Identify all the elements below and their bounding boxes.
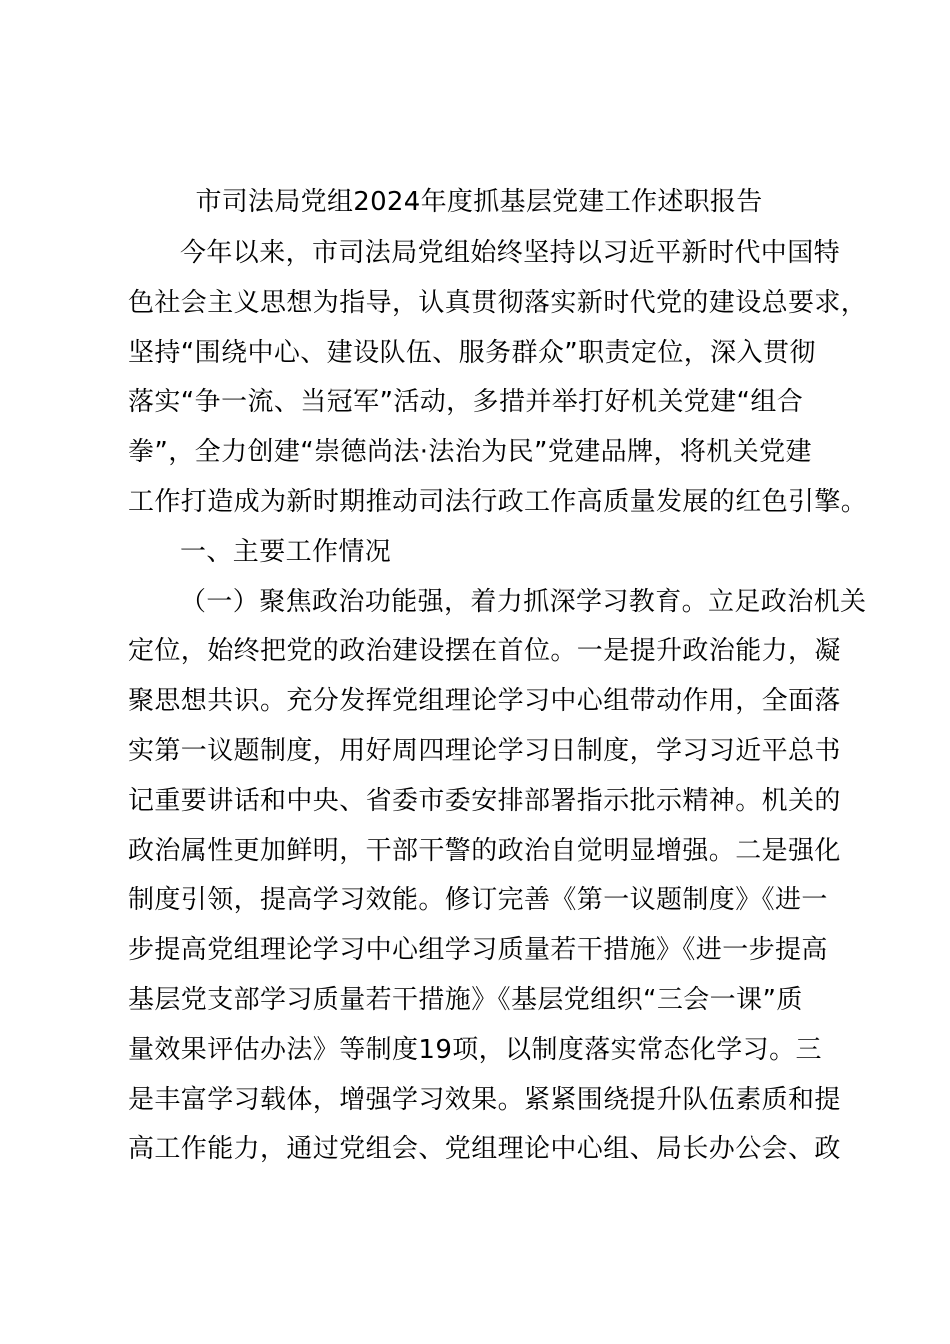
paragraph-line: 步提高党组理论学习中心组学习质量若干措施》《进一步提高 [128,935,828,966]
paragraph-line: 定位，始终把党的政治建设摆在首位。一是提升政治能力，凝 [128,636,841,667]
paragraph-line: 是丰富学习载体，增强学习效果。紧紧围绕提升队伍素质和提 [128,1084,841,1115]
paragraph-line: 坚持“围绕中心、建设队伍、服务群众”职责定位，深入贯彻 [128,337,816,368]
paragraph-line: 基层党支部学习质量若干措施》《基层党组织“三会一课”质 [128,984,803,1015]
document-title: 市司法局党组2024年度抓基层党建工作述职报告 [195,187,763,217]
paragraph-line: 落实“争一流、当冠军”活动，多措并举打好机关党建“组合 [128,387,804,418]
paragraph-line: 工作打造成为新时期推动司法行政工作高质量发展的红色引擎。 [128,486,868,517]
paragraph-line: 制度引领，提高学习效能。修订完善《第一议题制度》《进一 [128,885,828,916]
paragraph-line: 拳”，全力创建“崇德尚法·法治为民”党建品牌，将机关党建 [128,437,812,468]
paragraph-line: 今年以来，市司法局党组始终坚持以习近平新时代中国特 [180,238,841,268]
paragraph-line: 记重要讲话和中央、省委市委安排部署指示批示精神。机关的 [128,785,841,816]
paragraph-line: 聚思想共识。充分发挥党组理论学习中心组带动作用，全面落 [128,686,841,717]
document-body [128,229,868,1175]
paragraph-line: 高工作能力，通过党组会、党组理论中心组、局长办公会、政 [128,1134,841,1165]
paragraph-line: 量效果评估办法》等制度19项，以制度落实常态化学习。三 [128,1034,822,1065]
paragraph-line: 色社会主义思想为指导，认真贯彻落实新时代党的建设总要求， [128,287,868,318]
paragraph-line: （一）聚焦政治功能强，着力抓深学习教育。立足政治机关 [180,586,867,617]
paragraph-line: 政治属性更加鲜明，干部干警的政治自觉明显增强。二是强化 [128,835,841,866]
section-heading: 一、主要工作情况 [180,536,392,567]
paragraph-line: 实第一议题制度，用好周四理论学习日制度，学习习近平总书 [128,735,841,766]
